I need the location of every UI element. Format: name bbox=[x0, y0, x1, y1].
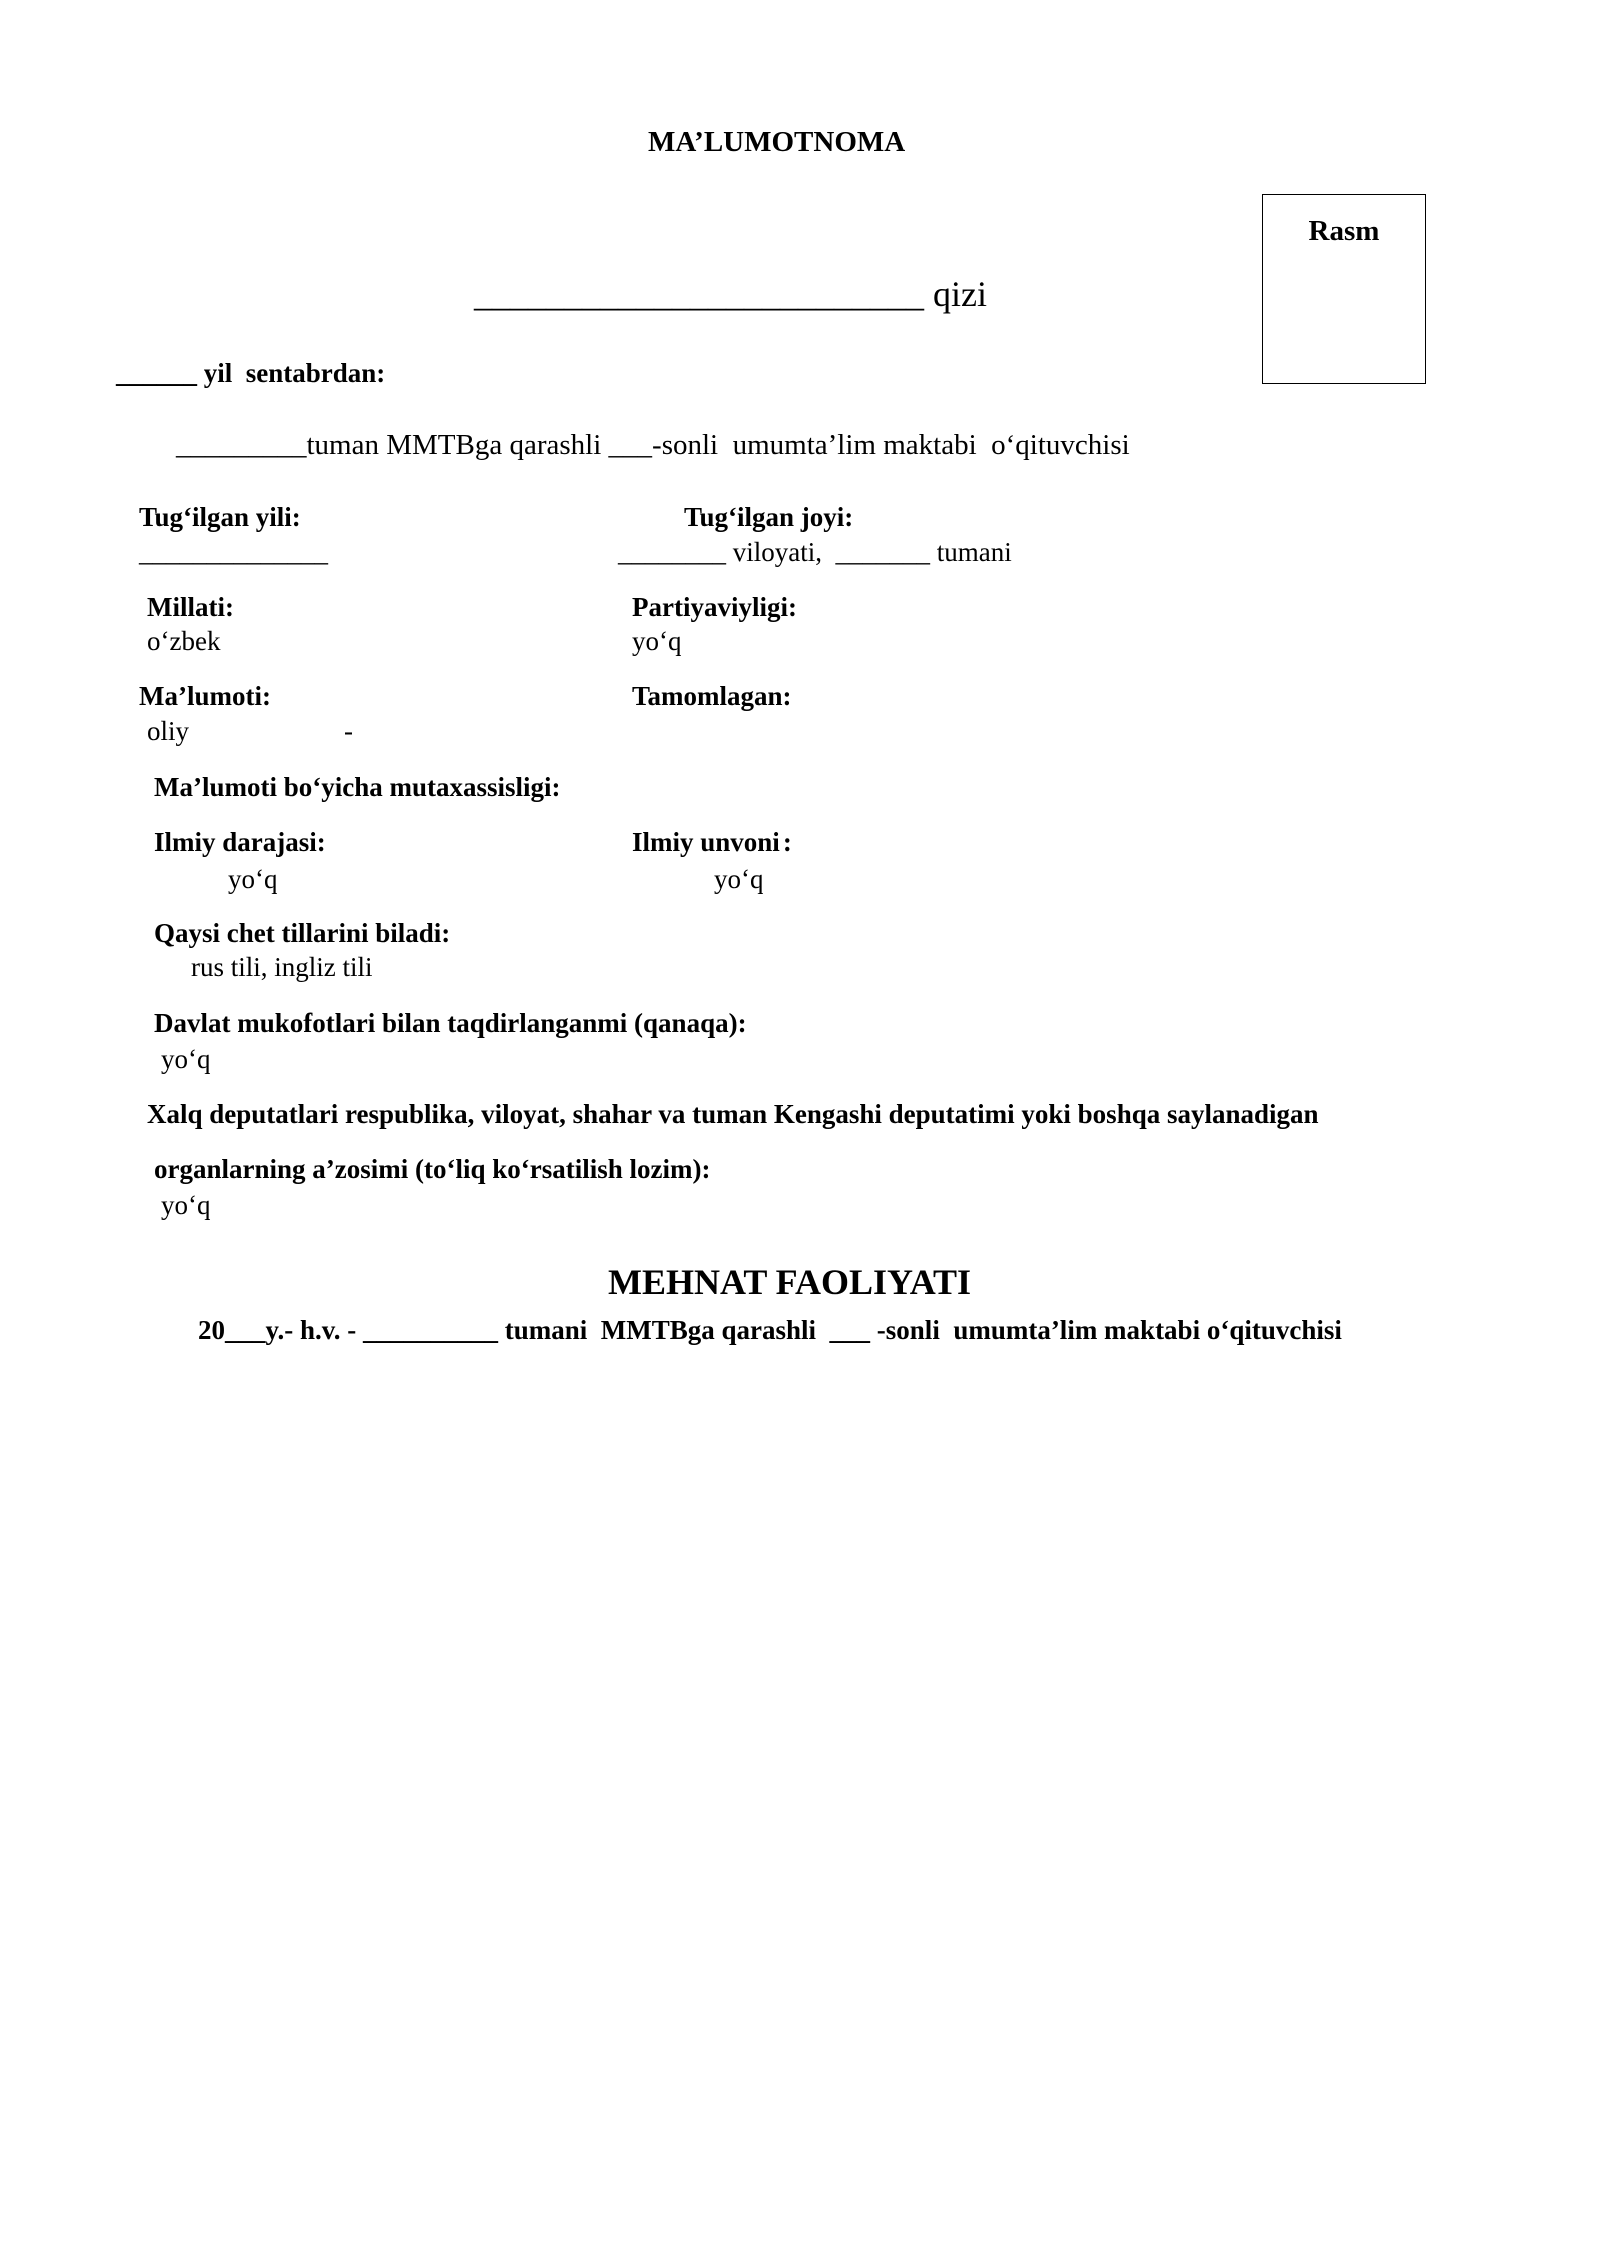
position-line: _________tuman MMTBga qarashli ___-sonli umumta’lim maktabi o‘qituvchisi bbox=[176, 429, 1130, 461]
deputy-value: yo‘q bbox=[161, 1190, 211, 1220]
nationality-value: o‘zbek bbox=[147, 626, 221, 656]
birth-place-value: ________ viloyati, _______ tumani bbox=[618, 537, 1012, 567]
work-history-heading: MEHNAT FAOLIYATI bbox=[608, 1262, 972, 1302]
deputy-label-line1: Xalq deputatlari respublika, viloyat, shahar va tuman Kengashi deputatimi yoki boshqa saylanadigan bbox=[147, 1099, 1319, 1129]
languages-label: Qaysi chet tillarini biladi: bbox=[154, 918, 451, 948]
party-label: Partiyaviyligi: bbox=[632, 592, 797, 622]
academic-title-label bbox=[632, 829, 792, 856]
deputy-label-line2: organlarning a’zosimi (to‘liq ko‘rsatilish lozim): bbox=[154, 1154, 711, 1184]
photo-label: Rasm bbox=[1308, 215, 1380, 247]
document-title: MA’LUMOTNOMA bbox=[648, 126, 906, 158]
since-line: ______ yil sentabrdan: bbox=[116, 358, 386, 388]
name-line: _________________________ qizi bbox=[474, 274, 987, 314]
education-value: oliy bbox=[147, 716, 190, 746]
nationality-label: Millati: bbox=[147, 592, 234, 622]
languages-value: rus tili, ingliz tili bbox=[191, 952, 373, 982]
academic-title-text: Ilmiy unvoni bbox=[632, 827, 780, 857]
academic-title-value: yo‘q bbox=[714, 864, 764, 894]
education-extra: - bbox=[344, 716, 353, 746]
party-value: yo‘q bbox=[632, 626, 682, 656]
academic-degree-value: yo‘q bbox=[228, 864, 278, 894]
academic-degree-label: Ilmiy darajasi: bbox=[154, 827, 326, 857]
awards-value: yo‘q bbox=[161, 1044, 211, 1074]
education-label: Ma’lumoti: bbox=[139, 681, 271, 711]
birth-place-label: Tug‘ilgan joyi: bbox=[684, 502, 854, 532]
birth-year-label: Tug‘ilgan yili: bbox=[139, 502, 301, 532]
graduated-label: Tamomlagan: bbox=[632, 681, 792, 711]
specialty-label: Ma’lumoti bo‘yicha mutaxassisligi: bbox=[154, 772, 561, 802]
academic-title-colon: : bbox=[782, 827, 792, 857]
photo-placeholder bbox=[1262, 194, 1426, 384]
work-history-entry: 20___y.- h.v. - __________ tumani MMTBga qarashli ___ -sonli umumta’lim maktabi o‘qituvchisi bbox=[198, 1315, 1342, 1345]
birth-year-value: ______________ bbox=[139, 537, 328, 567]
awards-label: Davlat mukofotlari bilan taqdirlanganmi (qanaqa): bbox=[154, 1008, 747, 1038]
